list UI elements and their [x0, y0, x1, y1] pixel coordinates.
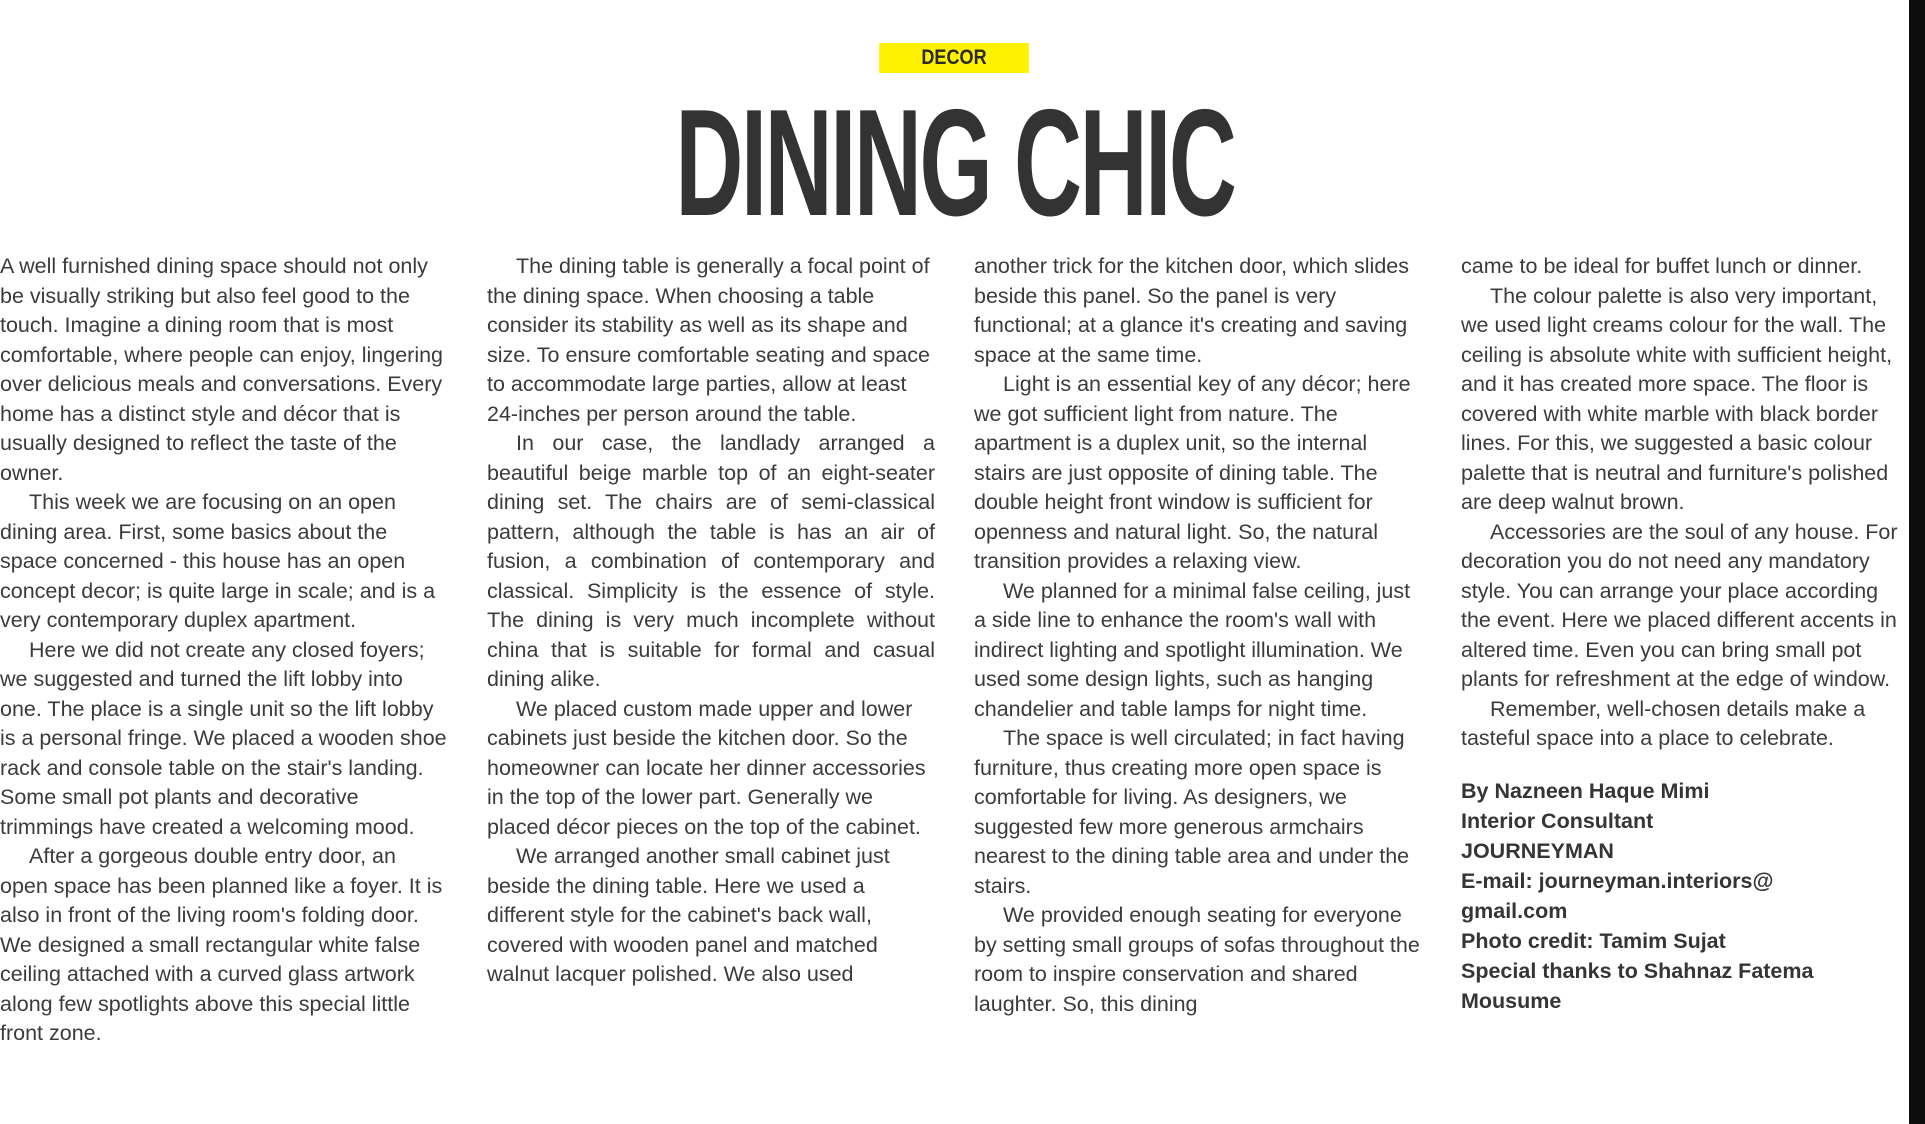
paragraph: We placed custom made upper and lower cabinets just beside the kitchen door. So the homeowner can locate her dinner accessories in the top of the lower part. Generally we placed décor pieces on the top of the cabinet. — [487, 696, 926, 839]
paragraph: came to be ideal for buffet lunch or dinner. — [1461, 254, 1863, 278]
headline-text: DINING CHIC — [674, 78, 1235, 248]
paragraph: Accessories are the soul of any house. For decoration you do not need any mandatory style. You can arrange your place according the event. Here we placed different accents in altered time. Even you can bring small pot plants for refreshment at the edge of window. — [1461, 519, 1898, 691]
credit-line-author: By Nazneen Haque Mimi — [1461, 778, 1710, 803]
article-column-2 — [487, 252, 935, 990]
author-credits — [1461, 776, 1906, 1016]
paragraph: The dining table is generally a focal point of the dining space. When choosing a table consider its stability as well as its shape and size. To ensure comfortable seating and space to accommodate large parties, allow at least 24-inches per person around the table. — [487, 254, 931, 426]
paragraph: We planned for a minimal false ceiling, just a side line to enhance the room's wall with indirect lighting and spotlight illumination. We used some design lights, such as hanging chandelier and table lamps for night time. — [974, 578, 1411, 721]
paragraph: A well furnished dining space should not only be visually striking but also feel good to the touch. Imagine a dining room that is most comfortable, where people can enjoy, lingering over delicious meals and conversations. Every home has a distinct style and décor that is usually designed to reflect the taste of the owner. — [0, 254, 444, 485]
article-column-1 — [0, 252, 448, 1049]
article-column-4 — [1461, 252, 1906, 1016]
credit-line-photo: Photo credit: Tamim Sujat — [1461, 928, 1726, 953]
section-kicker: DECOR — [879, 43, 1029, 73]
page-edge-bar — [1909, 0, 1925, 1124]
credit-line-thanks: Special thanks to Shahnaz Fatema — [1461, 958, 1814, 983]
paragraph: another trick for the kitchen door, which slides beside this panel. So the panel is very functional; at a glance it's creating and saving space at the same time. — [974, 254, 1409, 367]
paragraph: The colour palette is also very important, we used light creams colour for the wall. The ceiling is absolute white with sufficient height, and it has created more space. The floor is covered with white marble with black border lines. For this, we suggested a basic colour palette that is neutral and furniture's polished are deep walnut brown. — [1461, 283, 1893, 514]
credit-line-email: E-mail: journeyman.interiors@ — [1461, 868, 1774, 893]
paragraph: Light is an essential key of any décor; here we got sufficient light from nature. The apartment is a duplex unit, so the internal stairs are just opposite of dining table. The double height front window is sufficient for openness and natural light. So, the natural transition provides a relaxing view. — [974, 372, 1411, 573]
credit-line-email-domain: gmail.com — [1461, 898, 1568, 923]
paragraph: The space is well circulated; in fact having furniture, thus creating more open space is comfortable for living. As designers, we suggested few more generous armchairs nearest to the dining table area and under the stairs. — [974, 726, 1410, 898]
article-column-3 — [974, 252, 1422, 1019]
paragraph: We provided enough seating for everyone by setting small groups of sofas throughout the room to inspire conservation and shared laughter. So, this dining — [974, 903, 1420, 1016]
paragraph: In our case, the landlady arranged a beautiful beige marble top of an eight-seater dining set. The chairs are of semi-classical pattern, although the table is has an air of fusion, a combination of contemporary and classical. Simplicity is the essence of style. The dining is very much incomplete without china that is suitable for formal and casual dining alike. — [487, 431, 935, 691]
article-headline — [0, 78, 1909, 248]
paragraph: After a gorgeous double entry door, an open space has been planned like a foyer. It is also in front of the living room's folding door. We designed a small rectangular white false ceiling attached with a curved glass artwork along few spotlights above this special little front zone. — [0, 844, 443, 1045]
paragraph: This week we are focusing on an open dining area. First, some basics about the space concerned - this house has an open concept decor; is quite large in scale; and is a very contemporary duplex apartment. — [0, 490, 436, 632]
paragraph: Remember, well-chosen details make a tasteful space into a place to celebrate. — [1461, 696, 1866, 750]
credit-line-thanks-name: Mousume — [1461, 988, 1562, 1013]
credit-line-company: JOURNEYMAN — [1461, 838, 1614, 863]
credit-line-role: Interior Consultant — [1461, 808, 1654, 833]
paragraph: We arranged another small cabinet just beside the dining table. Here we used a different style for the cabinet's back wall, covered with wooden panel and matched walnut lacquer polished. We also used — [487, 844, 890, 986]
paragraph: Here we did not create any closed foyers; we suggested and turned the lift lobby into one. The place is a single unit so the lift lobby is a personal fringe. We placed a wooden shoe rack and console table on the stair's landing. Some small pot plants and decorative trimmings have created a welcoming mood. — [0, 637, 447, 839]
